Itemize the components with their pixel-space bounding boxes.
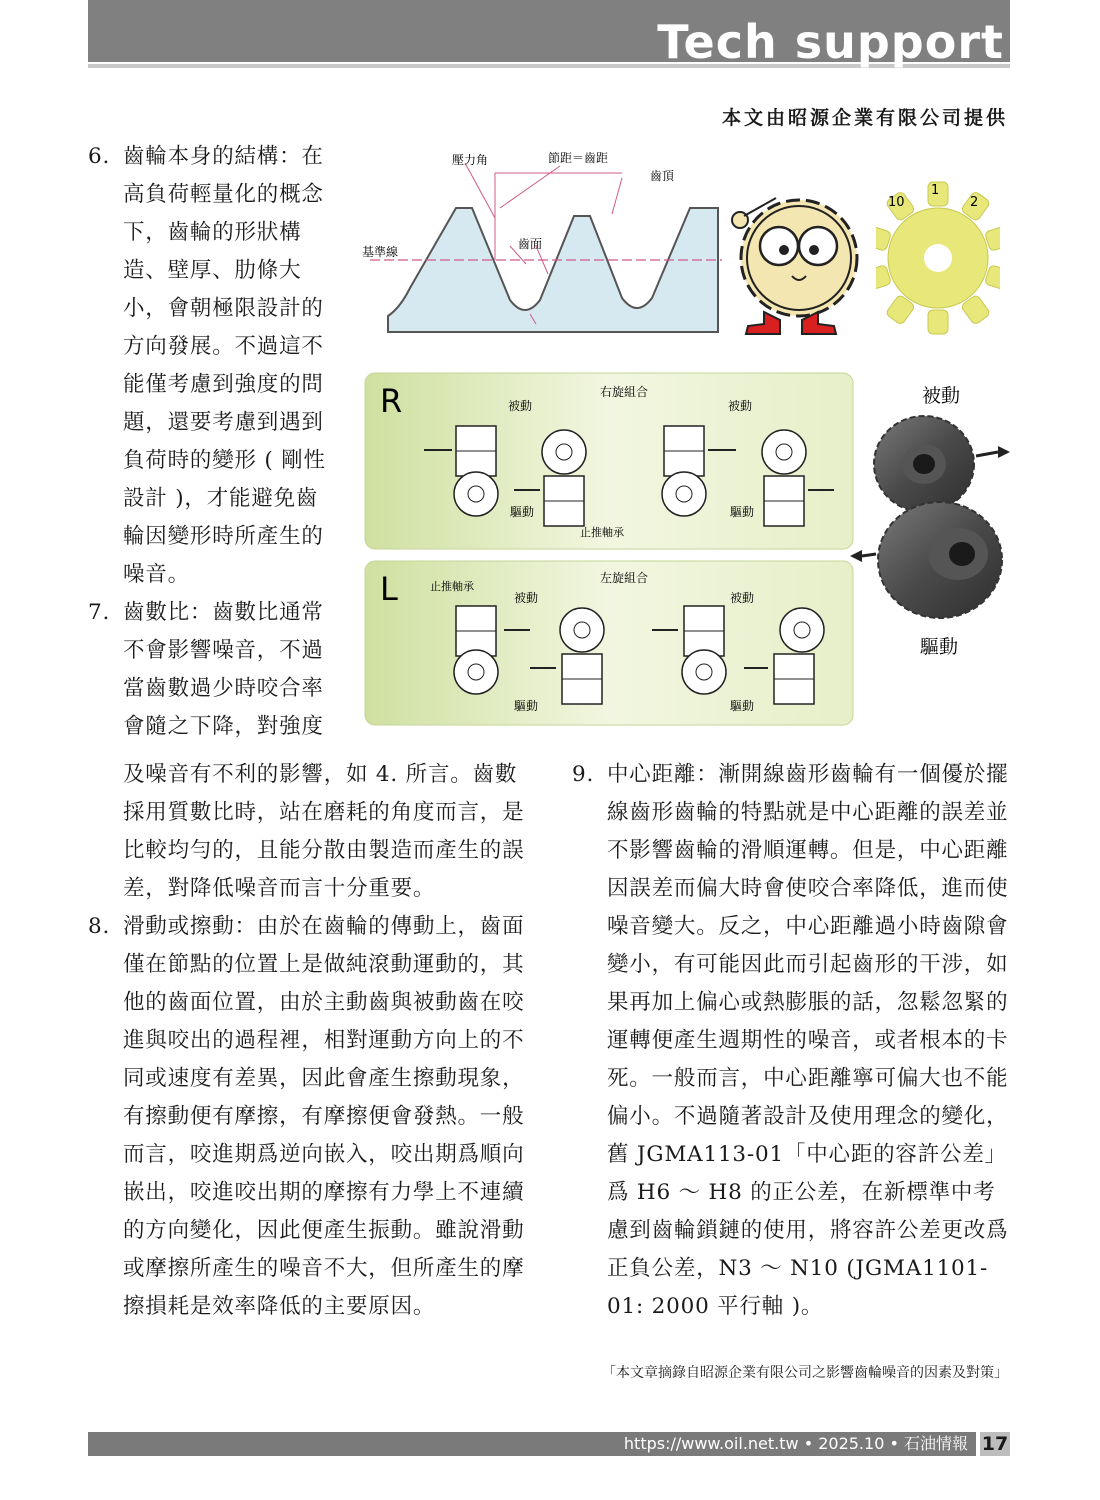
page-title: Tech support [657,15,1004,69]
panel-letter: L [380,570,398,608]
gear-number-10: 10 [888,195,905,210]
pitch-label: 節距＝齒距 [548,151,609,165]
gear-number-1: 1 [931,183,940,198]
driven-label: 被動 [514,591,539,605]
driving-label: 驅動 [510,505,535,519]
thrust-bearing-label: 止推軸承 [430,580,474,593]
left-hand-combination-panel [364,560,854,726]
column-left-bottom [88,756,528,1326]
column-right [572,756,1014,1326]
panel-title: 右旋組合 [600,385,649,399]
item-number: 7. [88,600,111,625]
item-6 [88,138,328,594]
footer-text: https://www.oil.net.tw • 2025.10 • 石油情報 [623,1434,968,1453]
right-hand-combination-panel [364,372,854,550]
thrust-bearing-label: 止推軸承 [580,526,624,539]
item-7-start [88,594,328,746]
source-note: 「本文章摘錄自昭源企業有限公司之影響齒輪噪音的因素及對策」 [602,1365,1008,1381]
helical-gear-illustration [848,374,1018,664]
driving-label: 驅動 [730,699,755,713]
numbered-gear-illustration [876,178,1000,342]
item-8 [88,908,528,1326]
item-text: 齒數比：齒數比通常不會影響噪音，不過當齒數過少時咬合率會隨之下降，對強度 [123,600,324,739]
item-number: 9. [572,762,595,787]
tooth-profile-diagram [360,148,730,338]
tip-label: 齒頂 [650,169,675,183]
item-text: 滑動或擦動：由於在齒輪的傳動上，齒面僅在節點的位置上是做純滾動運動的，其他的齒面位置，由於主動齒與被動齒在咬進與咬出的過程裡，相對運動方向上的不同或速度有差異，因此會產生擦動現象，有擦動便有摩擦，有摩擦便會發熱。一般而言，咬進期爲逆向嵌入，咬出期爲順向嵌出，咬進咬出期的摩擦有力學上不連續的方向變化，因此便產生振動。雖說滑動或摩擦所產生的噪音不大，但所產生的摩擦損耗是效率降低的主要原因。 [123,914,525,1319]
driving-label: 驅動 [514,699,539,713]
flank-label: 齒面 [518,237,543,251]
item-text: 中心距離：漸開線齒形齒輪有一個優於擺線齒形齒輪的特點就是中心距離的誤差並不影響齒輪的滑順運轉。但是，中心距離因誤差而偏大時會使咬合率降低，進而使噪音變大。反之，中心距離過小時齒隙會變小，有可能因此而引起齒形的干涉，如果再加上偏心或熱膨脹的話，忽鬆忽緊的運轉便產生週期性的噪音，或者根本的卡死。一般而言，中心距離寧可偏大也不能偏小。不過隨著設計及使用理念的變化，舊 JGMA113-01「中心距的容許公差」爲 H6 ～ H8 的正公差，在新標準中考慮到齒輪鎖鏈的使用，將容許公差更改爲正負公差，N3 ～ N10 (JGMA1101-01: 2000 平行軸 )。 [607,762,1009,1319]
pressure-angle-label: 壓力角 [452,153,489,167]
gear-mascot-illustration [724,188,874,340]
driven-label: 被動 [922,385,961,407]
base-line-label: 基準線 [362,245,399,259]
item-7-continued [88,756,528,908]
driving-label: 驅動 [730,505,755,519]
driven-label: 被動 [508,399,533,413]
driven-label: 被動 [728,399,753,413]
item-number: 6. [88,144,111,169]
panel-letter: R [380,382,403,420]
column-left-top [88,138,328,746]
driving-label: 驅動 [920,636,959,658]
item-text: 及噪音有不利的影響，如 4. 所言。齒數採用質數比時，站在磨耗的角度而言，是比較均勻的，且能分散由製造而產生的誤差，對降低噪音而言十分重要。 [123,762,525,901]
item-text: 齒輪本身的結構：在高負荷輕量化的概念下，齒輪的形狀構造、壁厚、肋條大小，會朝極限設計的方向發展。不過這不能僅考慮到強度的問題，還要考慮到遇到負荷時的變形 ( 剛性設計 )，才能避免齒輪因變形時所產生的噪音。 [123,144,326,587]
credit-line: 本文由昭源企業有限公司提供 [721,107,1008,129]
gear-number-2: 2 [970,195,979,210]
item-number: 8. [88,914,111,939]
panel-title: 左旋組合 [600,571,649,585]
page-number: 17 [981,1433,1009,1455]
item-9 [572,756,1014,1326]
driven-label: 被動 [730,591,755,605]
